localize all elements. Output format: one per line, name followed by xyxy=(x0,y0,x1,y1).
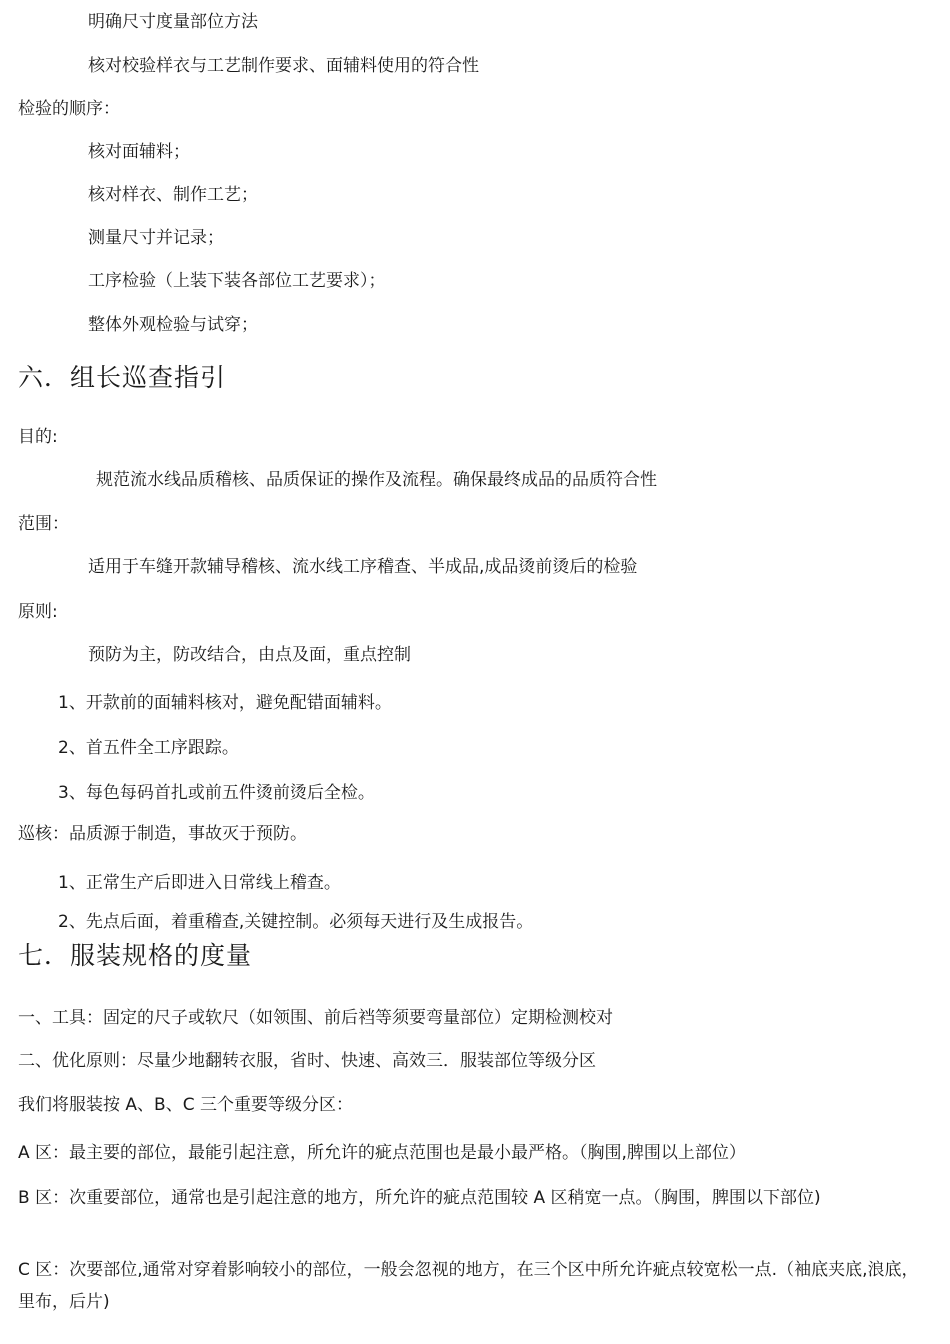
principle-item-1: 1、开款前的面辅料核对，避免配错面辅料。 xyxy=(58,693,392,713)
principle-item-3: 3、每色每码首扎或前五件烫前烫后全检。 xyxy=(58,783,375,803)
optimize-line: 二、优化原则：尽量少地翻转衣服，省时、快速、高效三．服装部位等级分区 xyxy=(18,1051,596,1071)
grading-intro: 我们将服装按 A、B、C 三个重要等级分区： xyxy=(18,1095,353,1115)
zone-b: B 区：次重要部位，通常也是引起注意的地方，所允许的疵点范围较 A 区稍宽一点。（胸围，脾围以下部位) xyxy=(18,1188,821,1208)
purpose-label: 目的: xyxy=(18,427,58,447)
zone-c: C 区：次要部位,通常对穿着影响较小的部位，一般会忽视的地方，在三个区中所允许疵点较宽松一点.（袖底夹底,浪底，里布，后片) xyxy=(18,1260,919,1312)
principle-text: 预防为主，防改结合，由点及面，重点控制 xyxy=(88,645,411,665)
section7-heading: 七．服装规格的度量 xyxy=(18,941,253,970)
line-measure-method: 明确尺寸度量部位方法 xyxy=(88,12,258,32)
scope-text: 适用于车缝开款辅导稽核、流水线工序稽查、半成品,成品烫前烫后的检验 xyxy=(88,557,638,577)
order-item-1: 核对面辅料； xyxy=(88,142,190,162)
order-item-3: 测量尺寸并记录； xyxy=(88,228,224,248)
order-item-4: 工序检验（上装下装各部位工艺要求）； xyxy=(88,271,386,291)
principle-item-2: 2、首五件全工序跟踪。 xyxy=(58,738,239,758)
tool-line: 一、工具：固定的尺子或软尺（如领围、前后裆等须要弯量部位）定期检测校对 xyxy=(18,1008,613,1028)
patrol-item-1: 1、正常生产后即进入日常线上稽查。 xyxy=(58,873,341,893)
order-item-5: 整体外观检验与试穿； xyxy=(88,315,258,335)
inspection-order-label: 检验的顺序： xyxy=(18,99,120,119)
purpose-text: 规范流水线品质稽核、品质保证的操作及流程。确保最终成品的品质符合性 xyxy=(96,470,657,490)
patrol-line: 巡核：品质源于制造，事故灭于预防。 xyxy=(18,824,307,844)
order-item-2: 核对样衣、制作工艺； xyxy=(88,185,258,205)
zone-a: A 区：最主要的部位，最能引起注意，所允许的疵点范围也是最小最严格。（胸围,脾围以上部位） xyxy=(18,1143,746,1163)
patrol-item-2: 2、先点后面，着重稽查,关键控制。必须每天进行及生成报告。 xyxy=(58,912,534,932)
scope-label: 范围： xyxy=(18,514,69,534)
principle-label: 原则: xyxy=(18,602,58,622)
line-check-sample: 核对校验样衣与工艺制作要求、面辅料使用的符合性 xyxy=(88,56,479,76)
section6-heading: 六．组长巡查指引 xyxy=(18,363,227,392)
